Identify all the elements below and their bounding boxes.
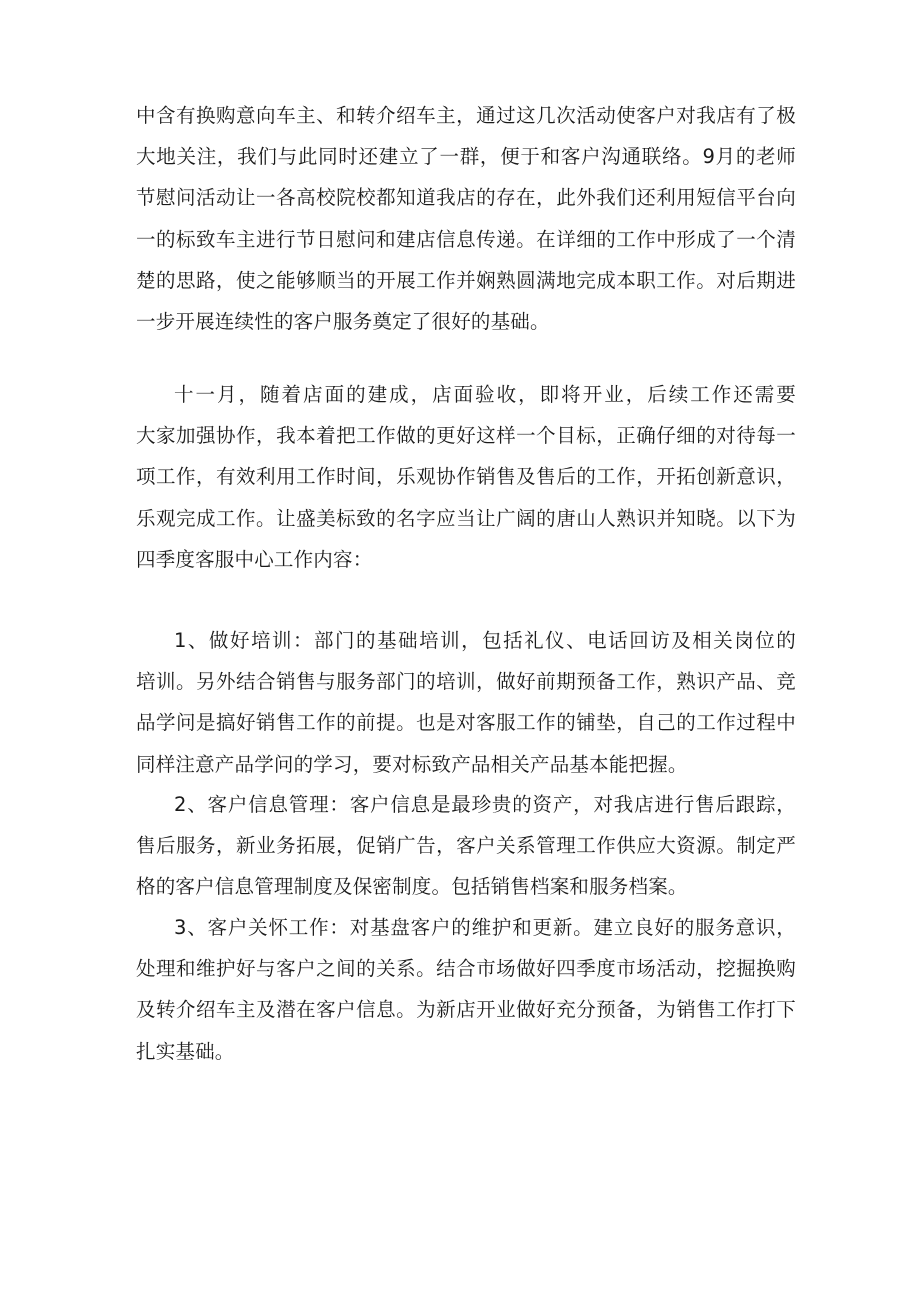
text-line: 一的标致车主进行节日慰问和建店信息传递。在详细的工作中形成了一个清 xyxy=(136,227,796,251)
paragraph-item-training xyxy=(136,620,796,785)
text-line: 扎实基础。 xyxy=(136,1039,235,1063)
text-line: 大家加强协作，我本着把工作做的更好这样一个目标，正确仔细的对待每一 xyxy=(136,424,796,448)
text-line: 大地关注，我们与此同时还建立了一群，便于和客户沟通联络。9月的老师 xyxy=(136,145,796,169)
text-line: 售后服务，新业务拓展，促销广告，客户关系管理工作供应大资源。制定严 xyxy=(136,834,796,858)
text-line: 格的客户信息管理制度及保密制度。包括销售档案和服务档案。 xyxy=(136,875,688,899)
text-line: 中含有换购意向车主、和转介绍车主，通过这几次活动使客户对我店有了极 xyxy=(136,104,796,127)
text-line: 品学问是搞好销售工作的前提。也是对客服工作的铺垫，自己的工作过程中 xyxy=(136,711,796,735)
paragraph-november-plan xyxy=(136,374,796,580)
text-line: 3、客户关怀工作：对基盘客户的维护和更新。建立良好的服务意识， xyxy=(174,916,796,939)
text-line: 及转介绍车主及潜在客户信息。为新店开业做好充分预备，为销售工作打下 xyxy=(136,998,796,1022)
text-line: 四季度客服中心工作内容： xyxy=(136,547,373,571)
text-line: 项工作，有效利用工作时间，乐观协作销售及售后的工作，开拓创新意识， xyxy=(136,465,796,489)
paragraph-activity-summary xyxy=(136,95,796,342)
text-line: 2、客户信息管理：客户信息是最珍贵的资产，对我店进行售后跟踪， xyxy=(174,793,796,816)
text-line: 处理和维护好与客户之间的关系。结合市场做好四季度市场活动，挖掘换购 xyxy=(136,957,796,981)
text-line: 节慰问活动让一各高校院校都知道我店的存在，此外我们还利用短信平台向 xyxy=(136,186,796,210)
text-line: 1、做好培训：部门的基础培训，包括礼仪、电话回访及相关岗位的 xyxy=(174,629,796,652)
text-line: 同样注意产品学问的学习，要对标致产品相关产品基本能把握。 xyxy=(136,752,688,776)
text-line: 培训。另外结合销售与服务部门的培训，做好前期预备工作，熟识产品、竞 xyxy=(136,670,796,694)
text-line: 楚的思路，使之能够顺当的开展工作并娴熟圆满地完成本职工作。对后期进 xyxy=(136,268,796,292)
text-line: 十一月，随着店面的建成，店面验收，即将开业，后续工作还需要 xyxy=(174,383,796,406)
paragraph-item-customer-care xyxy=(136,907,796,1072)
text-line: 乐观完成工作。让盛美标致的名字应当让广阔的唐山人熟识并知晓。以下为 xyxy=(136,506,796,530)
paragraph-item-customer-info xyxy=(136,784,796,908)
text-line: 一步开展连续性的客户服务奠定了很好的基础。 xyxy=(136,309,550,333)
